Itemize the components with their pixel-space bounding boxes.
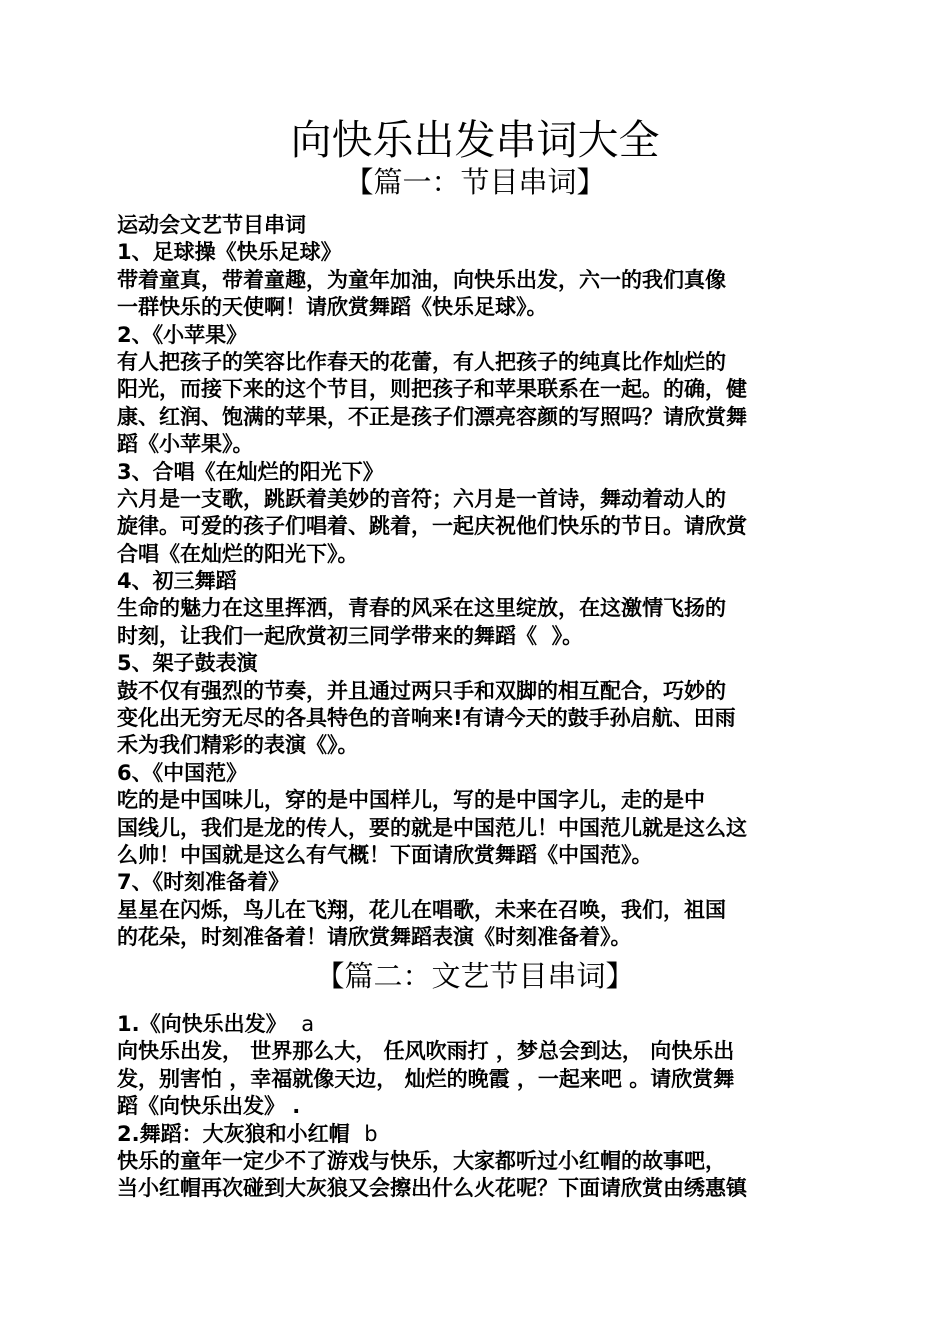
program-text-line: 么帅！中国就是这么有气概！下面请欣赏舞蹈《中国范》。 <box>117 842 653 867</box>
program-title: 3、合唱《在灿烂的阳光下》 <box>117 459 384 484</box>
program-text-line: 当小红帽再次碰到大灰狼又会擦出什么火花呢？下面请欣赏由绣惠镇 <box>117 1176 747 1201</box>
program-text-line: 有人把孩子的笑容比作春天的花蕾，有人把孩子的纯真比作灿烂的 <box>117 349 726 374</box>
section-2-body <box>117 1011 837 1203</box>
program-text-line: 国线儿，我们是龙的传人，要的就是中国范儿！中国范儿就是这么这 <box>117 815 747 840</box>
program-text-line: 吃的是中国味儿，穿的是中国样儿，写的是中国字儿，走的是中 <box>117 788 705 813</box>
program-text-line: 向快乐出发， 世界那么大， 任风吹雨打 ，梦总会到达， 向快乐出 <box>117 1039 735 1064</box>
section-heading-1: 【篇一：节目串词】 <box>344 165 606 199</box>
program-text-line: 发，别害怕 ，幸福就像天边， 灿烂的晚霞 ，一起来吧 。请欣赏舞 <box>117 1066 735 1091</box>
program-text-line: 康、红润、饱满的苹果，不正是孩子们漂亮容颜的写照吗？请欣赏舞 <box>117 404 747 429</box>
program-title: 6、《中国范》 <box>117 760 248 785</box>
program-text-line: 禾为我们精彩的表演《》。 <box>117 733 359 758</box>
program-text-line: 旋律。可爱的孩子们唱着、跳着，一起庆祝他们快乐的节日。请欣赏 <box>117 514 747 539</box>
section-1-body <box>117 212 837 952</box>
program-title: 5、架子鼓表演 <box>117 651 258 676</box>
program-title: 7、《时刻准备着》 <box>117 870 290 895</box>
program-text-line: 星星在闪烁，鸟儿在飞翔，花儿在唱歌，未来在召唤，我们，祖国 <box>117 897 726 922</box>
program-text-line: 快乐的童年一定少不了游戏与快乐，大家都听过小红帽的故事吧， <box>117 1148 726 1173</box>
program-text-line: 带着童真，带着童趣，为童年加油，向快乐出发，六一的我们真像 <box>117 267 726 292</box>
program-text-line: 的花朵，时刻准备着！请欣赏舞蹈表演《时刻准备着》。 <box>117 925 632 950</box>
program-title: 2、《小苹果》 <box>117 322 248 347</box>
program-text-line: 生命的魅力在这里挥洒，青春的风采在这里绽放，在这激情飞扬的 <box>117 596 726 621</box>
program-title: 2.舞蹈：大灰狼和小红帽 <box>117 1121 350 1146</box>
program-marker: b <box>364 1121 378 1146</box>
program-text-line: 变化出无穷无尽的各具特色的音响来!有请今天的鼓手孙启航、田雨 <box>117 706 736 731</box>
program-title-row <box>117 1121 837 1148</box>
program-title: 1.《向快乐出发》 <box>117 1012 287 1036</box>
program-title-row <box>117 1011 837 1038</box>
program-text-line: 鼓不仅有强烈的节奏，并且通过两只手和双脚的相互配合，巧妙的 <box>117 678 726 703</box>
program-text-line: 一群快乐的天使啊！请欣赏舞蹈《快乐足球》。 <box>117 295 548 320</box>
program-text-line: 时刻，让我们一起欣赏初三同学带来的舞蹈《 》。 <box>117 623 584 648</box>
program-title: 4、初三舞蹈 <box>117 569 237 594</box>
program-title: 1、足球操《快乐足球》 <box>117 240 342 265</box>
program-marker: a <box>301 1012 315 1036</box>
document-title: 向快乐出发串词大全 <box>290 116 660 164</box>
section-heading-2: 【篇二：文艺节目串词】 <box>315 959 635 993</box>
section-subtitle: 运动会文艺节目串词 <box>117 213 306 237</box>
program-text-line: 蹈《向快乐出发》 . <box>117 1094 301 1119</box>
program-text-line: 合唱《在灿烂的阳光下》。 <box>117 541 359 566</box>
program-text-line: 六月是一支歌，跳跃着美妙的音符；六月是一首诗，舞动着动人的 <box>117 486 726 511</box>
program-text-line: 阳光，而接下来的这个节目，则把孩子和苹果联系在一起。的确，健 <box>117 377 747 402</box>
program-text-line: 蹈《小苹果》。 <box>117 432 254 457</box>
